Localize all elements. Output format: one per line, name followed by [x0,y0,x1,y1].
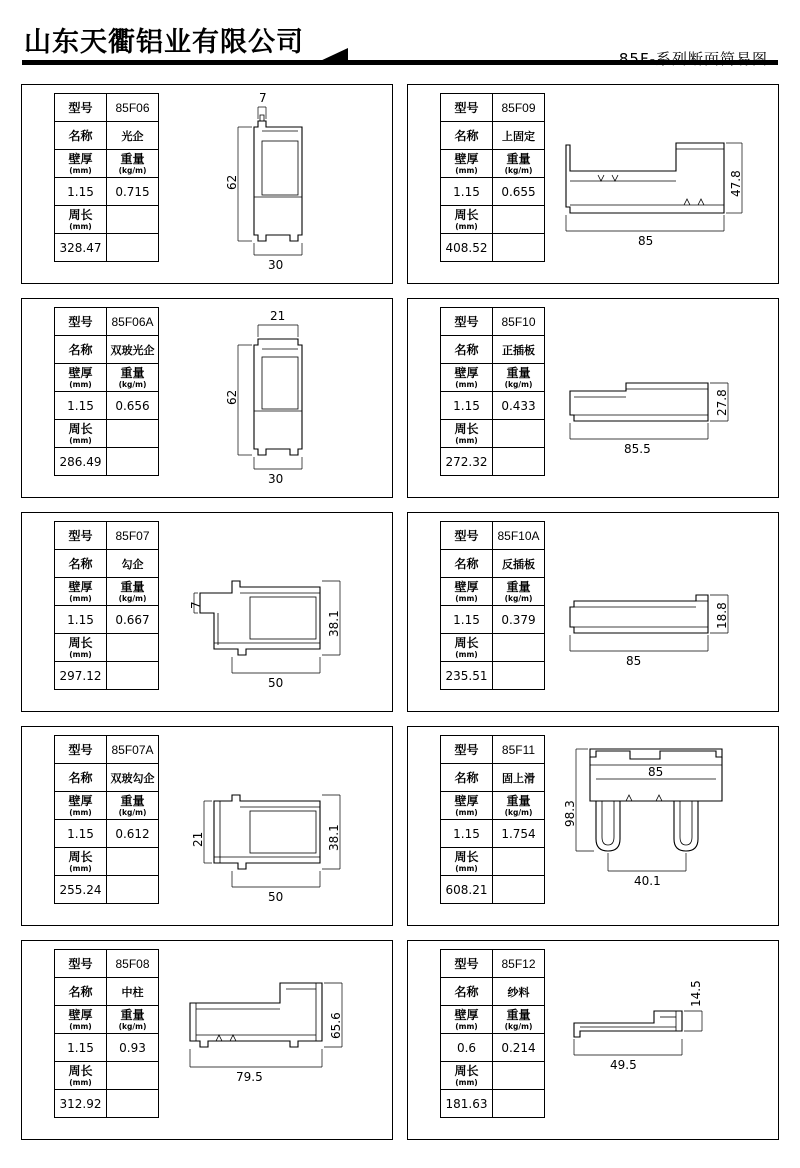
value-name: 纱料 [493,978,545,1006]
value-wall-thickness: 1.15 [441,606,493,634]
profile-card [407,940,779,1140]
value-model: 85F07A [107,736,159,764]
value-weight: 0.667 [107,606,159,634]
profile-card [407,512,779,712]
value-weight: 0.379 [493,606,545,634]
dim-bottom: 49.5 [610,1058,637,1072]
dim-top: 7 [259,91,267,105]
value-perimeter: 235.51 [441,662,493,690]
label-name: 名称 [55,764,107,792]
dim-right: 65.6 [329,1012,343,1039]
value-weight: 0.655 [493,178,545,206]
label-wall-thickness: 壁厚 (mm) [55,792,107,820]
spacer-cell [107,1090,159,1118]
value-perimeter-blank [107,206,159,234]
label-perimeter-unit: (mm) [455,435,478,445]
label-weight-unit: (kg/m) [504,807,533,817]
label-perimeter: 周长 (mm) [441,206,493,234]
value-perimeter-blank [107,1062,159,1090]
label-weight: 重量 (kg/m) [493,792,545,820]
dim-bottom: 50 [268,676,284,690]
spec-table [54,521,159,690]
dim-right: 38.1 [327,824,341,851]
label-weight-unit: (kg/m) [118,165,147,175]
value-name: 光企 [107,122,159,150]
label-name: 名称 [55,336,107,364]
label-weight: 重量 (kg/m) [493,364,545,392]
label-name: 名称 [441,336,493,364]
value-wall-thickness: 1.15 [55,606,107,634]
value-model: 85F12 [493,950,545,978]
header-wedge [318,48,348,62]
dim-bottom: 85 [626,654,642,668]
label-weight: 重量 (kg/m) [107,364,159,392]
label-wall-thickness: 壁厚 (mm) [55,364,107,392]
label-perimeter: 周长 (mm) [55,634,107,662]
label-name: 名称 [441,764,493,792]
label-weight-unit: (kg/m) [504,1021,533,1031]
spec-table [54,307,159,476]
label-perimeter: 周长 (mm) [441,848,493,876]
dim-bottom: 30 [268,258,284,272]
profile-drawing [556,299,778,497]
spacer-cell [107,448,159,476]
dim-left: 62 [225,174,239,190]
label-perimeter: 周长 (mm) [55,848,107,876]
label-model: 型号 [55,94,107,122]
profile-sheet [0,76,800,1140]
value-perimeter-blank [493,848,545,876]
dim-right: 14.5 [689,980,703,1007]
value-perimeter: 312.92 [55,1090,107,1118]
label-weight: 重量 (kg/m) [107,1006,159,1034]
label-wall-thickness: 壁厚 (mm) [55,1006,107,1034]
spacer-cell [107,234,159,262]
value-model: 85F10 [493,308,545,336]
spec-table [440,307,545,476]
profile-drawing [556,85,778,283]
label-wall-thickness-unit: (mm) [69,379,92,389]
label-wall-thickness-unit: (mm) [69,165,92,175]
value-name: 双玻光企 [107,336,159,364]
value-name: 正插板 [493,336,545,364]
value-perimeter: 297.12 [55,662,107,690]
value-perimeter: 181.63 [441,1090,493,1118]
value-model: 85F11 [493,736,545,764]
profile-drawing [170,513,392,711]
value-weight: 0.715 [107,178,159,206]
label-wall-thickness: 壁厚 (mm) [441,150,493,178]
label-wall-thickness: 壁厚 (mm) [441,792,493,820]
dim-left: 98.3 [563,800,577,827]
label-wall-thickness: 壁厚 (mm) [55,150,107,178]
dim-inner-top: 85 [648,765,664,779]
value-perimeter: 272.32 [441,448,493,476]
dim-right: 38.1 [327,610,341,637]
dim-bottom: 85.5 [624,442,651,456]
label-weight-unit: (kg/m) [504,165,533,175]
value-perimeter: 328.47 [55,234,107,262]
spacer-cell [493,1090,545,1118]
value-model: 85F10A [493,522,545,550]
spacer-cell [493,234,545,262]
value-perimeter-blank [493,206,545,234]
value-model: 85F06 [107,94,159,122]
label-model: 型号 [441,308,493,336]
label-perimeter: 周长 (mm) [55,1062,107,1090]
value-weight: 1.754 [493,820,545,848]
value-weight: 0.612 [107,820,159,848]
label-wall-thickness: 壁厚 (mm) [441,364,493,392]
profile-drawing [170,727,392,925]
profile-card [21,940,393,1140]
value-wall-thickness: 1.15 [441,178,493,206]
profile-drawing [556,941,778,1139]
label-model: 型号 [441,94,493,122]
label-weight: 重量 (kg/m) [493,578,545,606]
label-wall-thickness: 壁厚 (mm) [55,578,107,606]
value-perimeter: 408.52 [441,234,493,262]
label-perimeter-unit: (mm) [455,221,478,231]
value-model: 85F06A [107,308,159,336]
label-name: 名称 [441,550,493,578]
profile-drawing [556,727,778,925]
dim-left: 7 [189,601,203,609]
dim-left: 21 [191,831,205,847]
spacer-cell [107,876,159,904]
label-wall-thickness-unit: (mm) [455,165,478,175]
value-perimeter-blank [107,420,159,448]
company-title: 山东天衢铝业有限公司 [24,27,304,58]
value-perimeter: 608.21 [441,876,493,904]
label-perimeter: 周长 (mm) [55,206,107,234]
spec-table [440,735,545,904]
spec-table [440,521,545,690]
value-weight: 0.93 [107,1034,159,1062]
value-model: 85F09 [493,94,545,122]
label-weight: 重量 (kg/m) [107,150,159,178]
label-wall-thickness: 壁厚 (mm) [441,1006,493,1034]
value-model: 85F07 [107,522,159,550]
label-weight-unit: (kg/m) [504,593,533,603]
value-perimeter-blank [107,848,159,876]
label-model: 型号 [441,950,493,978]
dim-bottom: 40.1 [634,874,661,888]
value-wall-thickness: 1.15 [441,392,493,420]
label-weight: 重量 (kg/m) [107,578,159,606]
profile-drawing [170,941,392,1139]
label-perimeter-unit: (mm) [69,221,92,231]
value-perimeter: 286.49 [55,448,107,476]
label-perimeter-unit: (mm) [69,1077,92,1087]
label-perimeter-unit: (mm) [455,649,478,659]
value-wall-thickness: 1.15 [55,820,107,848]
label-name: 名称 [55,550,107,578]
label-name: 名称 [55,978,107,1006]
value-name: 固上滑 [493,764,545,792]
profile-drawing [170,85,392,283]
value-perimeter-blank [493,420,545,448]
value-wall-thickness: 1.15 [55,392,107,420]
label-model: 型号 [55,950,107,978]
label-perimeter: 周长 (mm) [441,1062,493,1090]
label-model: 型号 [441,522,493,550]
value-name: 反插板 [493,550,545,578]
label-wall-thickness-unit: (mm) [455,379,478,389]
dim-bottom: 50 [268,890,284,904]
dim-top: 21 [270,309,286,323]
value-wall-thickness: 1.15 [441,820,493,848]
spec-table [54,949,159,1118]
label-perimeter: 周长 (mm) [55,420,107,448]
dim-bottom: 85 [638,234,654,248]
label-perimeter-unit: (mm) [69,435,92,445]
value-perimeter-blank [107,634,159,662]
value-name: 勾企 [107,550,159,578]
label-weight-unit: (kg/m) [504,379,533,389]
spec-table [54,93,159,262]
value-weight: 0.433 [493,392,545,420]
spacer-cell [107,662,159,690]
label-wall-thickness-unit: (mm) [455,593,478,603]
label-name: 名称 [441,122,493,150]
value-perimeter-blank [493,1062,545,1090]
dim-bottom: 79.5 [236,1070,263,1084]
value-weight: 0.214 [493,1034,545,1062]
profile-card [407,726,779,926]
profile-card [407,84,779,284]
dim-right: 47.8 [729,170,743,197]
label-model: 型号 [55,308,107,336]
label-perimeter-unit: (mm) [69,649,92,659]
spacer-cell [493,662,545,690]
label-weight: 重量 (kg/m) [493,1006,545,1034]
spec-table [54,735,159,904]
series-title: 85F-系列断面简易图 [618,50,768,68]
label-weight-unit: (kg/m) [118,1021,147,1031]
label-weight-unit: (kg/m) [118,593,147,603]
label-wall-thickness-unit: (mm) [69,593,92,603]
page-header [0,0,800,76]
label-wall-thickness-unit: (mm) [69,1021,92,1031]
dim-right: 18.8 [715,602,729,629]
label-weight-unit: (kg/m) [118,379,147,389]
label-model: 型号 [55,736,107,764]
label-model: 型号 [55,522,107,550]
label-perimeter: 周长 (mm) [441,420,493,448]
profile-grid [0,76,800,1140]
value-name: 双玻勾企 [107,764,159,792]
value-wall-thickness: 1.15 [55,178,107,206]
label-model: 型号 [441,736,493,764]
profile-card [407,298,779,498]
label-perimeter-unit: (mm) [455,1077,478,1087]
label-wall-thickness-unit: (mm) [455,807,478,817]
spec-table [440,93,545,262]
value-perimeter-blank [493,634,545,662]
value-model: 85F08 [107,950,159,978]
value-perimeter: 255.24 [55,876,107,904]
dim-right: 27.8 [715,389,729,416]
profile-card [21,726,393,926]
profile-card [21,298,393,498]
profile-drawing [170,299,392,497]
label-perimeter: 周长 (mm) [441,634,493,662]
label-name: 名称 [441,978,493,1006]
value-wall-thickness: 1.15 [55,1034,107,1062]
spacer-cell [493,876,545,904]
dim-left: 62 [225,389,239,405]
label-wall-thickness-unit: (mm) [455,1021,478,1031]
profile-card [21,84,393,284]
value-name: 上固定 [493,122,545,150]
spec-table [440,949,545,1118]
label-wall-thickness: 壁厚 (mm) [441,578,493,606]
label-perimeter-unit: (mm) [69,863,92,873]
dim-bottom: 30 [268,472,284,486]
value-name: 中柱 [107,978,159,1006]
label-weight-unit: (kg/m) [118,807,147,817]
value-weight: 0.656 [107,392,159,420]
label-weight: 重量 (kg/m) [493,150,545,178]
label-weight: 重量 (kg/m) [107,792,159,820]
profile-card [21,512,393,712]
label-perimeter-unit: (mm) [455,863,478,873]
label-wall-thickness-unit: (mm) [69,807,92,817]
spacer-cell [493,448,545,476]
label-name: 名称 [55,122,107,150]
profile-drawing [556,513,778,711]
value-wall-thickness: 0.6 [441,1034,493,1062]
